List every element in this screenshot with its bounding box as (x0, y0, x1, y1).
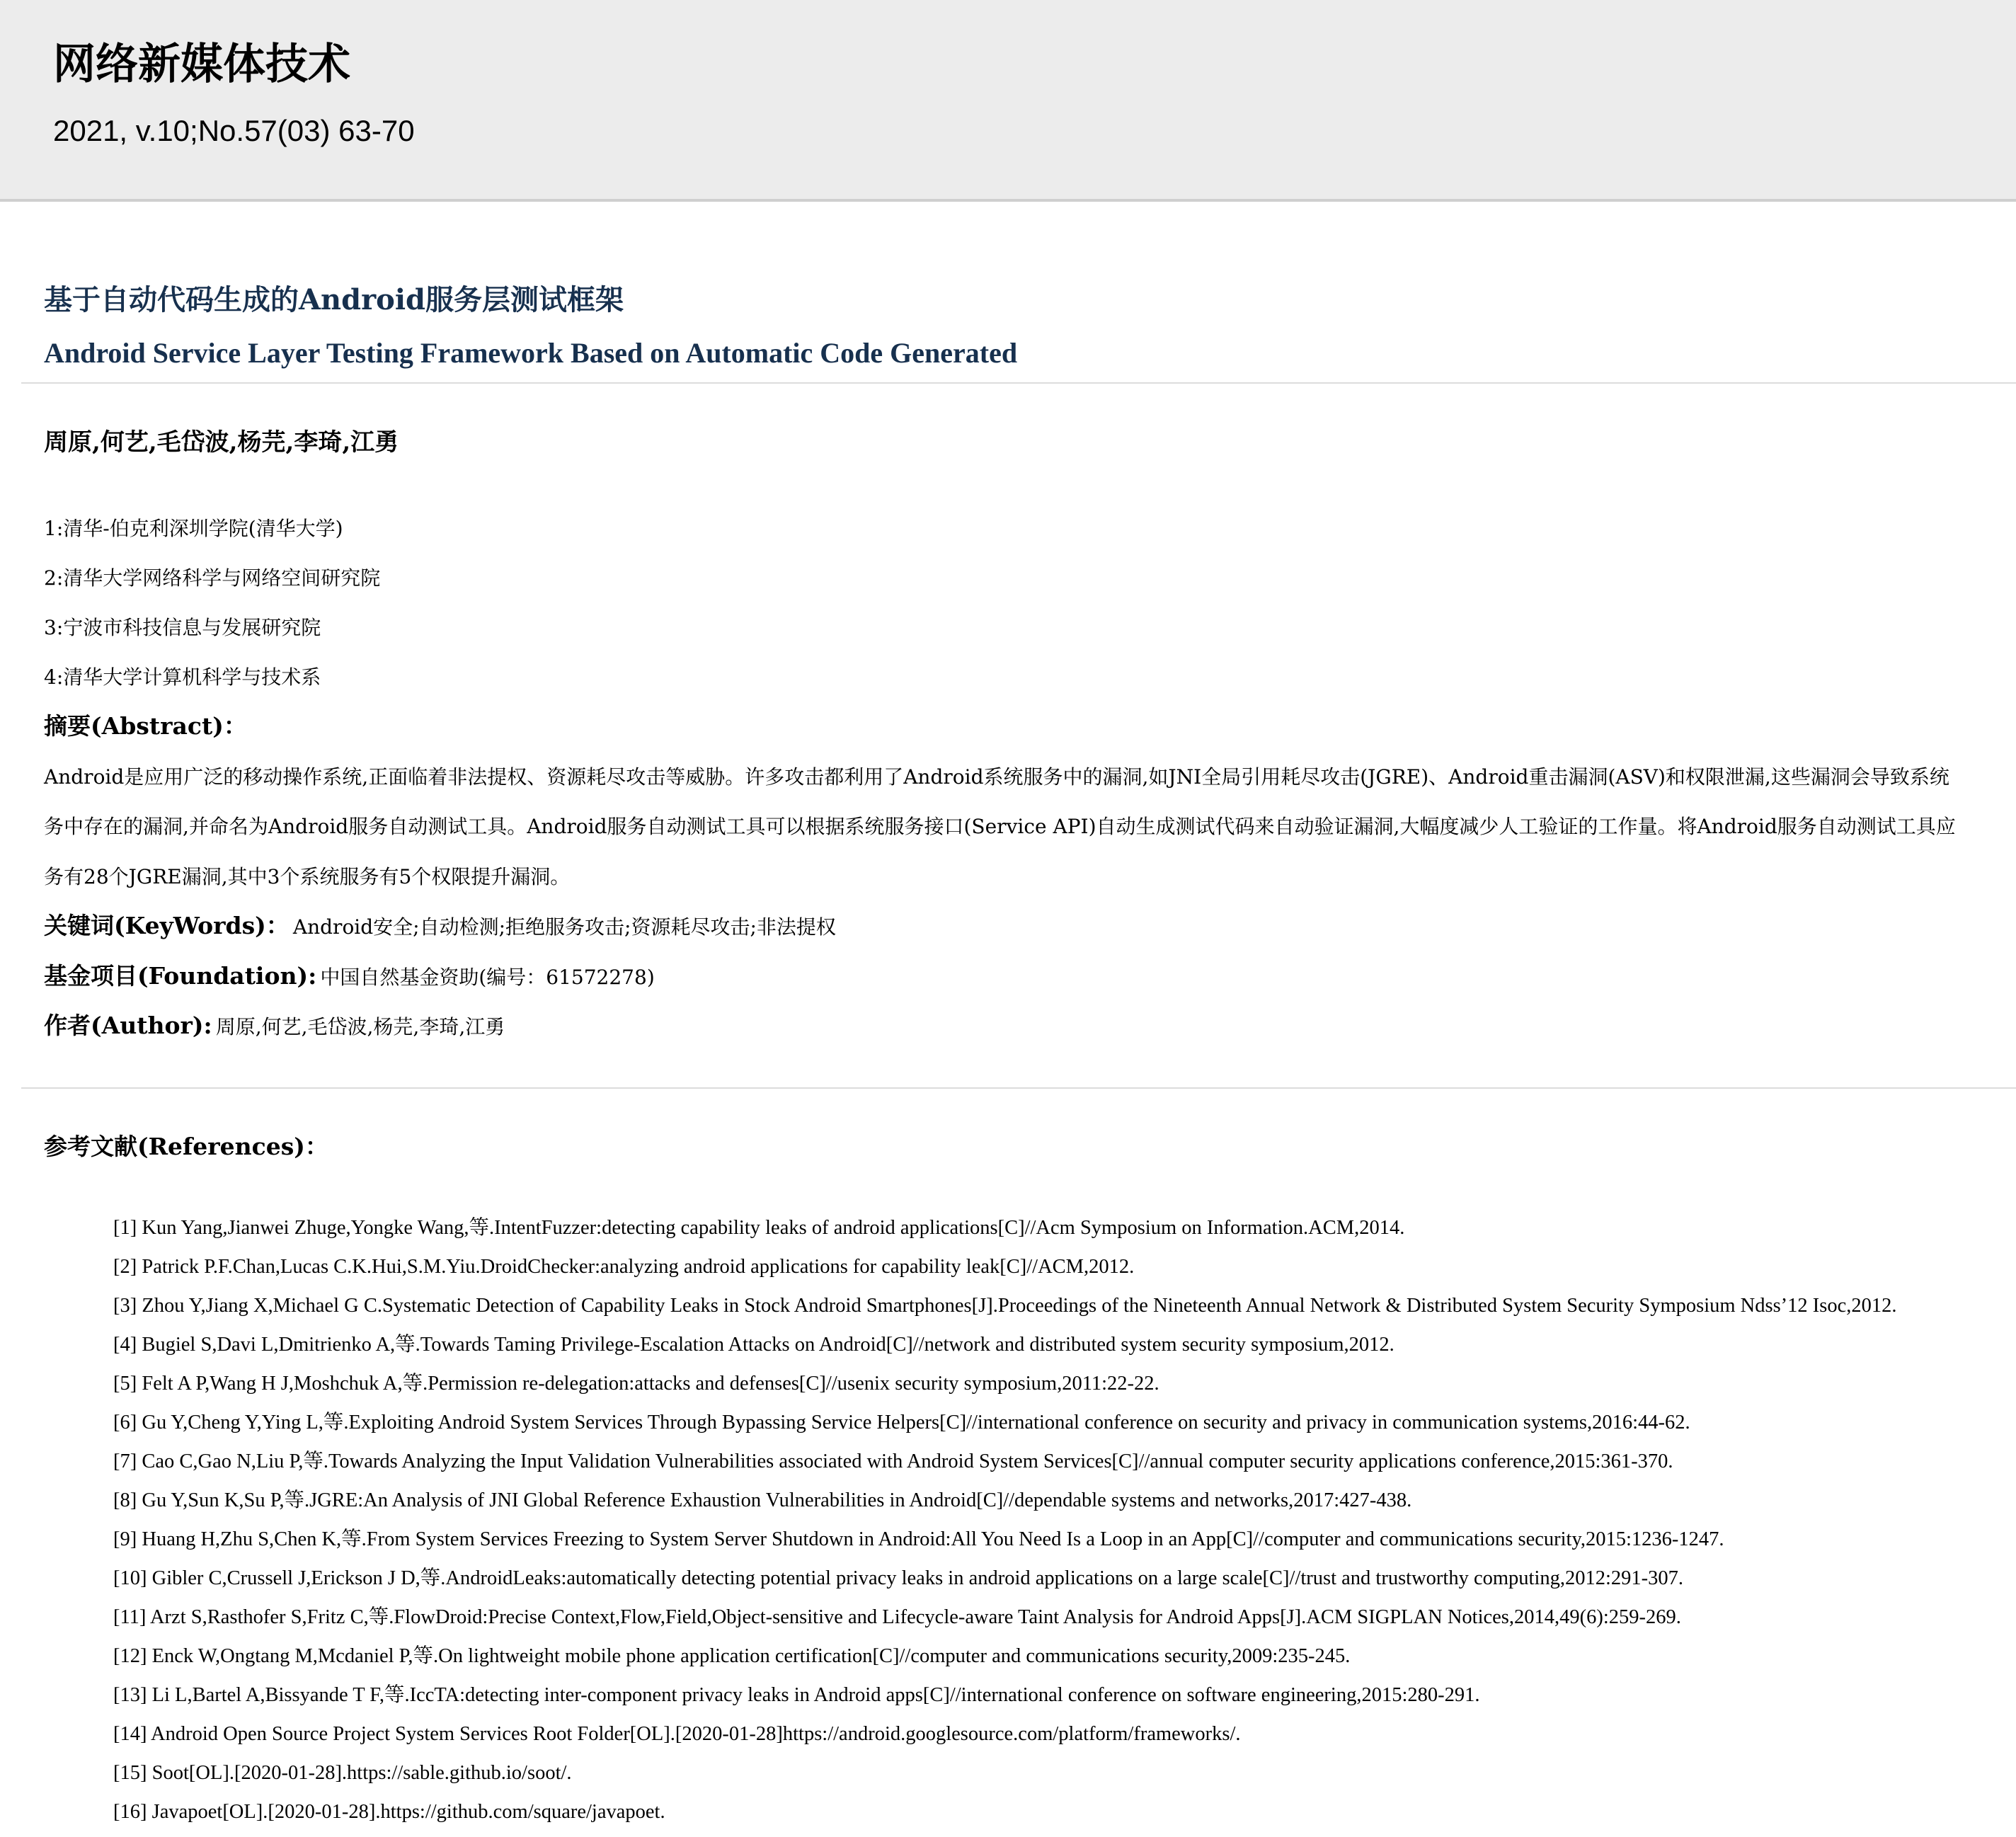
foundation-label: 基金项目(Foundation): (44, 962, 317, 990)
foundation-row (44, 962, 655, 990)
reference-item: [3] Zhou Y,Jiang X,Michael G C.Systematic Detection of Capability Leaks in Stock Android Smartphones[J].Proceedings of the Nineteenth Annual Network & Distributed System Security Symposium Ndss’12 Isoc,2012. (113, 1295, 1897, 1317)
reference-item: [10] Gibler C,Crussell J,Erickson J D,等.AndroidLeaks:automatically detecting potential privacy leaks in android applications on a large scale[C]//trust and trustworthy computing,2012:291-307. (113, 1567, 1684, 1589)
divider (21, 1087, 2016, 1089)
foundation-value: 中国自然基金资助(编号：61572278) (320, 966, 655, 989)
author-value: 周原,何艺,毛岱波,杨芫,李琦,江勇 (215, 1015, 505, 1038)
reference-item: [11] Arzt S,Rasthofer S,Fritz C,等.FlowDroid:Precise Context,Flow,Field,Object-sensitive and Lifecycle-aware Taint Analysis for Android Apps[J].ACM SIGPLAN Notices,2014,49(6):259-269. (113, 1606, 1681, 1628)
references-list (113, 1214, 1897, 1837)
abstract-line: 务有28个JGRE漏洞,其中3个系统服务有5个权限提升漏洞。 (44, 865, 571, 888)
reference-item: [2] Patrick P.F.Chan,Lucas C.K.Hui,S.M.Yiu.DroidChecker:analyzing android applications for capability leak[C]//ACM,2012. (113, 1256, 1135, 1278)
reference-item: [14] Android Open Source Project System Services Root Folder[OL].[2020-01-28]https://android.googlesource.com/platform/frameworks/. (113, 1723, 1241, 1745)
abstract-line: 务中存在的漏洞,并命名为Android服务自动测试工具。Android服务自动测试工具可以根据系统服务接口(Service API)自动生成测试代码来自动验证漏洞,大幅度减少人工验证的工作量。将Android服务自动测试工具应 (44, 815, 1956, 838)
authors: 周原,何艺,毛岱波,杨芫,李琦,江勇 (44, 428, 399, 457)
reference-item: [8] Gu Y,Sun K,Su P,等.JGRE:An Analysis of JNI Global Reference Exhaustion Vulnerabilities in Android[C]//dependable systems and networks,2017:427-438. (113, 1489, 1412, 1511)
abstract-heading (44, 712, 247, 740)
affiliation-3: 3:宁波市科技信息与发展研究院 (44, 616, 321, 639)
reference-item: [7] Cao C,Gao N,Liu P,等.Towards Analyzing the Input Validation Vulnerabilities associated with Android System Services[C]//annual computer security applications conference,2015:361-370. (113, 1450, 1673, 1472)
reference-item: [13] Li L,Bartel A,Bissyande T F,等.IccTA:detecting inter-component privacy leaks in Android apps[C]//international conference on software engineering,2015:280-291. (113, 1684, 1480, 1706)
reference-item: [12] Enck W,Ongtang M,Mcdaniel P,等.On lightweight mobile phone application certification[C]//computer and communications security,2009:235-245. (113, 1645, 1351, 1667)
author-label: 作者(Author): (44, 1012, 212, 1039)
abstract-label: 摘要(Abstract)： (44, 712, 247, 740)
affiliation-4: 4:清华大学计算机科学与技术系 (44, 665, 321, 689)
reference-item: [15] Soot[OL].[2020-01-28].https://sable.github.io/soot/. (113, 1762, 572, 1784)
abstract-line: Android是应用广泛的移动操作系统,正面临着非法提权、资源耗尽攻击等威胁。许多攻击都利用了Android系统服务中的漏洞,如JNI全局引用耗尽攻击(JGRE)、Android重击漏洞(ASV)和权限泄漏,这些漏洞会导致系统 (44, 765, 1949, 789)
keywords-label: 关键词(KeyWords)： (44, 912, 290, 939)
journal-header (0, 0, 2016, 202)
reference-item: [5] Felt A P,Wang H J,Moshchuk A,等.Permission re-delegation:attacks and defenses[C]//usenix security symposium,2011:22-22. (113, 1373, 1159, 1395)
journal-issue: 2021, v.10;No.57(03) 63-70 (53, 114, 415, 147)
affiliation-2: 2:清华大学网络科学与网络空间研究院 (44, 566, 381, 590)
affiliation-1: 1:清华-伯克利深圳学院(清华大学) (44, 517, 343, 540)
keywords-row (44, 912, 836, 940)
reference-item: [6] Gu Y,Cheng Y,Ying L,等.Exploiting Android System Services Through Bypassing Service Helpers[C]//international conference on security and privacy in communication systems,2016:44-62. (113, 1412, 1690, 1433)
article-title-cn: 基于自动代码生成的Android服务层测试框架 (44, 283, 624, 316)
reference-item: [9] Huang H,Zhu S,Chen K,等.From System Services Freezing to System Server Shutdown in Android:All You Need Is a Loop in an App[C]//computer and communications security,2015:1236-1247. (113, 1528, 1724, 1550)
author-row (44, 1012, 505, 1040)
divider (21, 382, 2016, 384)
journal-name: 网络新媒体技术 (53, 40, 350, 89)
keywords-value: Android安全;自动检测;拒绝服务攻击;资源耗尽攻击;非法提权 (292, 915, 836, 939)
reference-item: [1] Kun Yang,Jianwei Zhuge,Yongke Wang,等.IntentFuzzer:detecting capability leaks of android applications[C]//Acm Symposium on Information.ACM,2014. (113, 1217, 1405, 1239)
reference-item: [4] Bugiel S,Davi L,Dmitrienko A,等.Towards Taming Privilege-Escalation Attacks on Android[C]//network and distributed system security symposium,2012. (113, 1334, 1394, 1356)
references-heading: 参考文献(References)： (44, 1133, 328, 1160)
article-title-en: Android Service Layer Testing Framework Based on Automatic Code Generated (44, 337, 1018, 369)
reference-item: [16] Javapoet[OL].[2020-01-28].https://github.com/square/javapoet. (113, 1801, 665, 1823)
